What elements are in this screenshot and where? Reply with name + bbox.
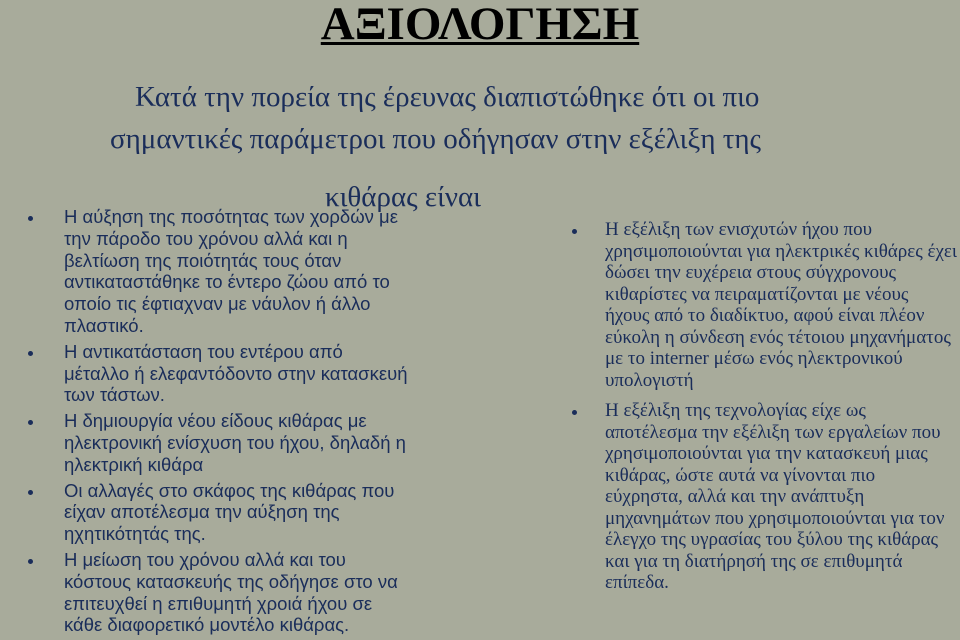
list-item (572, 400, 957, 594)
list-item (28, 410, 408, 475)
bullet-icon (28, 216, 33, 221)
list-item (28, 341, 408, 406)
bullet-text: Η εξέλιξη της τεχνολογίας είχε ως αποτέλεσμα την εξέλιξη των εργαλείων που χρησιμοποιούνται για την κατασκευή μιας κιθάρας, ώστε αυτά να γίνονται πιο εύχρηστα, αλλά και την ανάπτυξη μηχανημάτων που χρησιμοποιούνται για τον έλεγχο της υγρασίας του ξύλου της κιθάρας και για τη διατήρησή της σε επιθυμητά επίπεδα. (605, 400, 945, 593)
bullet-icon (28, 559, 33, 564)
list-item (28, 480, 408, 545)
bullet-icon (28, 420, 33, 425)
left-bullet-list (28, 206, 408, 640)
bullet-text: Η αντικατάσταση του εντέρου από μέταλλο ή ελεφαντόδοντο στην κατασκευή των τάστων. (64, 340, 408, 406)
bullet-text: Οι αλλαγές στο σκάφος της κιθάρας που είχαν αποτέλεσμα την αύξηση της ηχητικότητάς της. (64, 479, 395, 545)
bullet-icon (28, 351, 33, 356)
page-title: ΑΞΙΟΛΟΓΗΣΗ (320, 0, 640, 50)
bullet-text: Η μείωση του χρόνου αλλά και του κόστους κατασκευής της οδήγησε στο να επιτευχθεί η επιθυμητή χροιά ήχου σε κάθε διαφορετικό μοντέλο κιθάρας. (64, 548, 398, 636)
bullet-icon (28, 490, 33, 495)
bullet-icon (572, 410, 577, 415)
right-bullet-list (572, 219, 957, 603)
bullet-text: Η δημιουργία νέου είδους κιθάρας με ηλεκτρονική ενίσχυση του ήχου, δηλαδή η ηλεκτρική κιθάρα (64, 410, 406, 475)
intro-line-2: σημαντικές παράμετροι που οδήγησαν στην εξέλιξη της (110, 123, 762, 155)
bullet-text: Η εξέλιξη των ενισχυτών ήχου που χρησιμοποιούνται για ηλεκτρικές κιθάρες έχει δώσει την ευχέρεια στους σύγχρονους κιθαρίστες να πειραματίζονται με νέους ήχους από το διαδίκτυο, αφού είναι πλέον εύκολη η σύνδεση ενός τέτοιου μηχανήματος με το interner μέσω ενός ηλεκτρονικού υπολογιστή (605, 219, 957, 391)
bullet-text: Η αύξηση της ποσότητας των χορδών με την πάροδο του χρόνου αλλά και η βελτίωση της ποιότητάς τους όταν αντικαταστάθηκε το έντερο ζώου από το οποίο τις έφτιαχναν με νάυλον ή άλλο πλαστικό. (64, 206, 398, 336)
list-item (572, 219, 957, 391)
intro-line-1: Κατά την πορεία της έρευνας διαπιστώθηκε ότι οι πιο (135, 81, 760, 113)
list-item (28, 549, 408, 636)
bullet-icon (572, 229, 577, 234)
intro-line-3: κιθάρας είναι (325, 181, 481, 213)
list-item (28, 206, 408, 337)
